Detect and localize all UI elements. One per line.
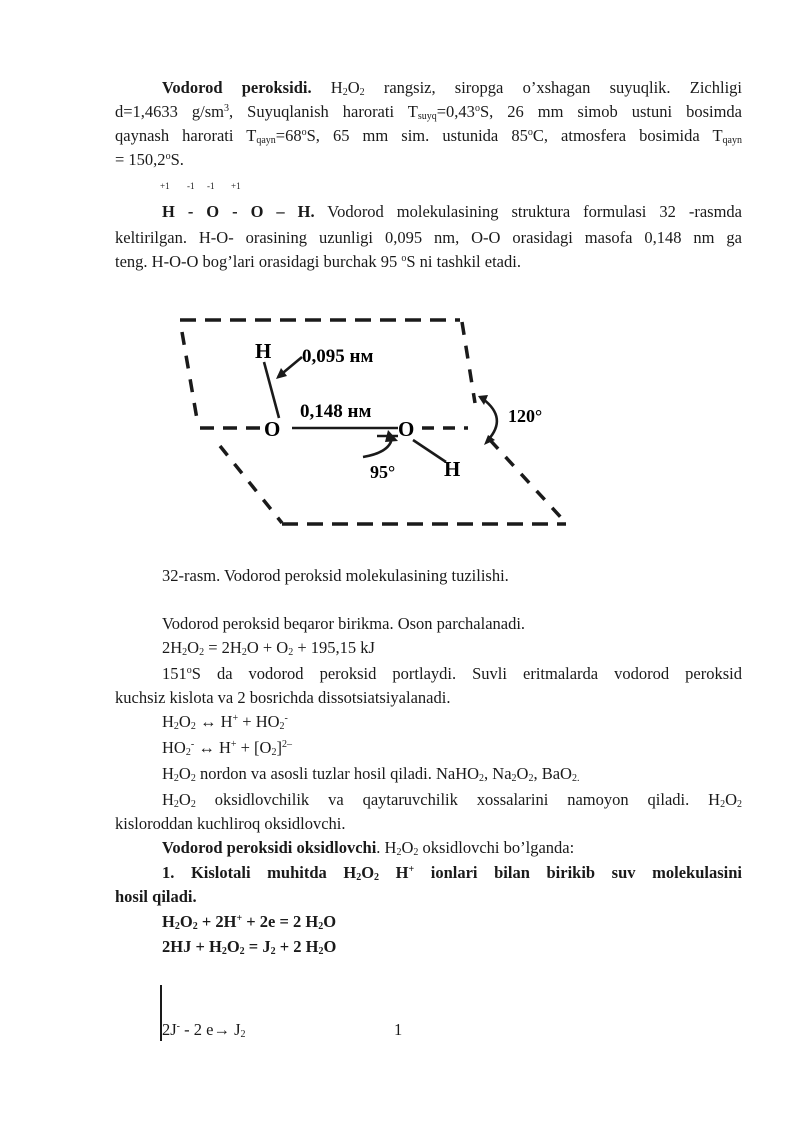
structure-formula: H - O - O – H. <box>162 202 315 221</box>
half-reaction <box>162 1018 246 1042</box>
s: 2 <box>241 647 247 658</box>
t: , Na <box>484 764 512 783</box>
text: S. <box>170 150 184 169</box>
s: 2 <box>240 1029 246 1040</box>
s: 2 <box>221 946 227 957</box>
s: - <box>190 739 195 750</box>
oh-bond-bottom <box>413 440 446 462</box>
unstable-text: Vodorod peroksid beqaror birikma. Oson parchalanadi. <box>162 614 526 633</box>
sub: qayn <box>722 135 742 146</box>
s: 2 <box>318 921 324 932</box>
s: + <box>232 713 239 724</box>
t: nordon va asosli tuzlar hosil qiladi. NaHO <box>195 764 480 783</box>
angle-120-arc <box>483 399 497 440</box>
formula-part: O <box>347 78 360 97</box>
s: 2 <box>528 773 534 784</box>
s: 2 <box>288 647 294 658</box>
molecule-figure <box>0 0 800 560</box>
t: O <box>187 638 200 657</box>
t: H <box>162 790 174 809</box>
t: O <box>178 764 191 783</box>
s: 2 <box>479 773 485 784</box>
t: + 2e = 2 H <box>242 912 319 931</box>
t: ] <box>276 738 282 757</box>
label-oo-length: 0,148 нм <box>300 401 372 422</box>
t: H <box>162 712 174 731</box>
sup: o <box>301 127 307 138</box>
t: , BaO <box>533 764 572 783</box>
s: 2 <box>182 647 188 658</box>
t: S da vodorod peroksid portlaydi. Suvli eritmalarda vodorod peroksid <box>191 664 742 683</box>
oh-bond-top <box>264 362 279 418</box>
t: H <box>379 863 409 882</box>
s: 2 <box>270 946 276 957</box>
t: O <box>361 863 375 882</box>
sup: o <box>165 151 171 162</box>
s: 2 <box>413 847 419 858</box>
text: C, atmosfera bosimida T <box>532 126 723 145</box>
plane-left-edge <box>182 332 198 425</box>
explode-line-2: kuchsiz kislota va 2 bosrichda dissotsiatsiyalanadi. <box>115 688 451 707</box>
text: S ni tashkil etadi. <box>406 252 521 271</box>
s: 2 <box>511 773 517 784</box>
text: , Suyuqlanish harorati T <box>229 102 418 121</box>
text: teng. H-O-O bog’lari orasidagi burchak 95 <box>115 252 402 271</box>
s: - <box>176 1021 181 1032</box>
figure-caption: 32-rasm. Vodorod peroksid molekulasining tuzilishi. <box>162 566 509 585</box>
t: + HO <box>238 712 280 731</box>
t: = J <box>244 937 271 956</box>
text: Vodorod molekulasining struktura formulasi 32 -rasmda <box>314 202 742 221</box>
t: oksidlovchilik va qaytaruvchilik xossalarini namoyon qiladi. H <box>195 790 721 809</box>
text: S, 26 mm simob ustuni bosimda <box>479 102 742 121</box>
s: 2 <box>374 872 380 883</box>
formula-sub: 2 <box>359 87 365 98</box>
salts-line <box>162 762 579 786</box>
text: S, 65 mm sim. ustunida 85 <box>306 126 528 145</box>
t: ↔ H <box>195 712 233 731</box>
s: 2 <box>356 872 362 883</box>
t: - 2 e→ J <box>180 1020 241 1039</box>
s: 2 <box>173 773 179 784</box>
s: 2 <box>396 847 402 858</box>
t: + 2H <box>197 912 237 931</box>
sup: o <box>401 253 407 264</box>
dissociation-2 <box>162 736 292 760</box>
equation-acidic-2 <box>162 935 336 959</box>
formula-sub: 2 <box>342 87 348 98</box>
label-o-right: O <box>398 417 415 441</box>
half-reaction-coefficient: 1 <box>394 1020 403 1039</box>
plane-lower-right <box>490 440 566 523</box>
sup: 3 <box>224 103 230 114</box>
ox-state-o2: -1 <box>207 181 215 191</box>
text: =68 <box>275 126 302 145</box>
text: d=1,4633 g/sm <box>115 102 225 121</box>
t: O <box>179 912 193 931</box>
intro-title: Vodorod peroksidi. <box>162 78 312 97</box>
t: O <box>725 790 737 809</box>
oxidizer-title: Vodorod peroksidi oksidlovchi <box>162 838 377 857</box>
ox-state-o1: -1 <box>187 181 195 191</box>
sub: suyq <box>417 111 437 122</box>
text: qaynash harorati T <box>115 126 257 145</box>
t: O <box>178 712 191 731</box>
ox-state-h1: +1 <box>160 181 170 191</box>
explode-line-1 <box>115 662 742 686</box>
s: 2 <box>174 921 180 932</box>
t: + [O <box>236 738 272 757</box>
t: + 2 H <box>275 937 319 956</box>
s: 2 <box>737 799 742 810</box>
s: 2 <box>271 747 277 758</box>
text: =0,43 <box>436 102 475 121</box>
t: 2HJ + H <box>162 937 222 956</box>
t: O + O <box>246 638 289 657</box>
intro-text: rangsiz, siropga o’xshagan suyuqlik. Zichligi <box>364 78 742 97</box>
t: H <box>162 912 175 931</box>
sub: qayn <box>256 135 276 146</box>
t: O <box>178 790 191 809</box>
text: = 150,2 <box>115 150 166 169</box>
text: keltirilgan. H-O- orasining uzunligi 0,095 nm, O-O orasidagi masofa 0,148 nm ga <box>115 228 742 247</box>
label-o-left: O <box>264 417 281 441</box>
ox-state-h2: +1 <box>231 181 241 191</box>
s: 2 <box>318 946 324 957</box>
s: 2 <box>190 773 196 784</box>
acid-line-1 <box>115 861 742 885</box>
s: 2 <box>192 921 198 932</box>
equation-decomposition <box>162 636 375 660</box>
t: 1. Kislotali muhitda H <box>162 863 357 882</box>
t: O <box>323 912 337 931</box>
t: + 195,15 kJ <box>293 638 375 657</box>
label-angle-95: 95° <box>370 462 396 482</box>
s: 2 <box>720 799 726 810</box>
s: + <box>230 739 237 750</box>
t: 151 <box>162 664 187 683</box>
t: O <box>401 838 414 857</box>
t: ionlari bilan birikib suv molekulasini <box>414 863 742 882</box>
label-oh-length: 0,095 нм <box>302 346 374 367</box>
label-h-top: H <box>255 339 272 363</box>
sup: o <box>474 103 480 114</box>
s: 2 <box>190 721 196 732</box>
label-h-bottom: H <box>444 457 461 481</box>
redox-line-1 <box>115 788 742 812</box>
s: + <box>408 864 415 875</box>
t: . H <box>376 838 397 857</box>
t: oksidlovchi bo’lganda: <box>418 838 575 857</box>
plane-right-edge <box>462 322 475 403</box>
s: 2 <box>173 799 179 810</box>
t: = 2H <box>204 638 242 657</box>
t: O <box>226 937 240 956</box>
t: O <box>323 937 337 956</box>
s: o <box>186 665 192 676</box>
plane-lower-left <box>220 446 282 523</box>
s: 2 <box>185 747 191 758</box>
equation-acidic-1 <box>162 910 336 934</box>
s: 2 <box>279 721 285 732</box>
s: + <box>236 913 243 924</box>
oxidizer-heading <box>162 836 574 860</box>
s: 2 <box>173 721 179 732</box>
t: O <box>516 764 529 783</box>
t: ↔ H <box>194 738 231 757</box>
s: 2. <box>571 773 580 784</box>
t: HO <box>162 738 186 757</box>
s: 2 <box>199 647 205 658</box>
acid-line-2: hosil qiladi. <box>115 887 197 906</box>
t: H <box>162 764 174 783</box>
sup: o <box>527 127 533 138</box>
s: - <box>284 713 288 724</box>
s: 2 <box>190 799 196 810</box>
dissociation-1 <box>162 710 288 734</box>
s: 2– <box>281 739 292 750</box>
s: 2 <box>239 946 245 957</box>
redox-line-2: kisloroddan kuchliroq oksidlovchi. <box>115 814 346 833</box>
t: 2J <box>162 1020 177 1039</box>
t: 2H <box>162 638 183 657</box>
formula-part: H <box>330 78 343 97</box>
label-angle-120: 120° <box>508 406 543 426</box>
